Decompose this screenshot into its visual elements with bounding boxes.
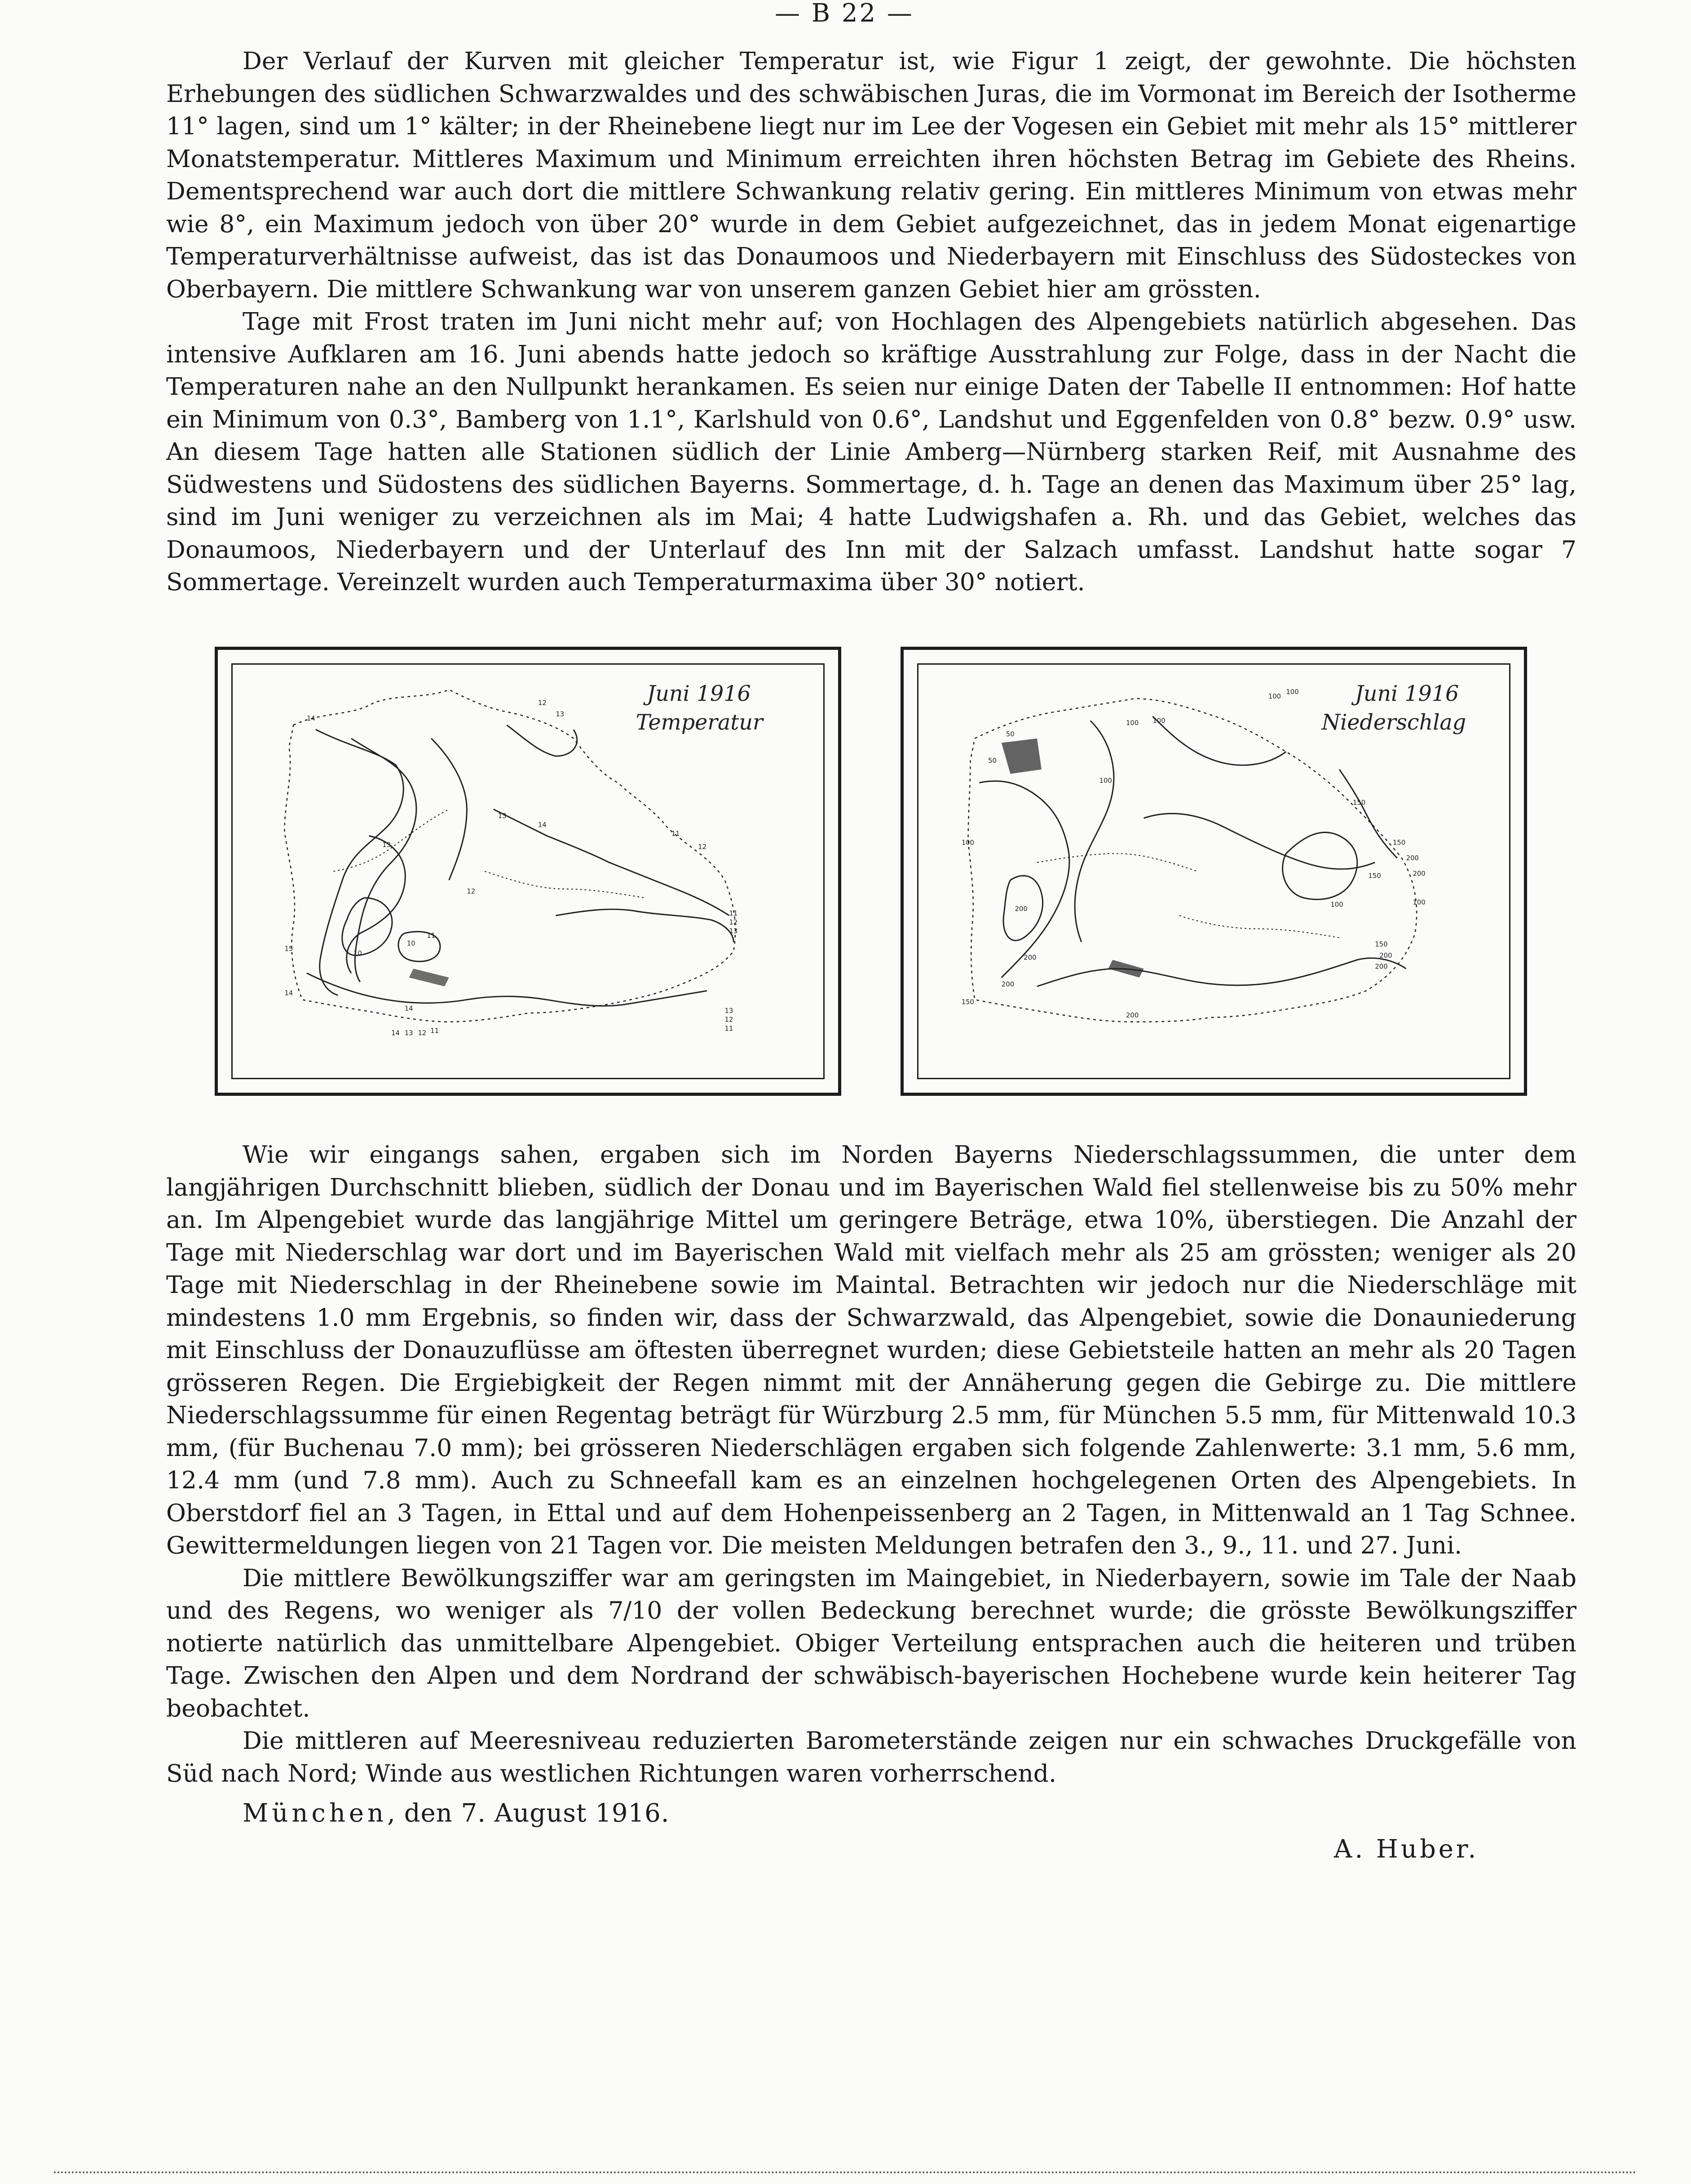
isotherm-label: 11 <box>427 931 436 940</box>
isotherm-label: 11 <box>729 909 738 918</box>
river <box>1037 854 1197 871</box>
isotherm <box>494 809 729 916</box>
isotherm-label: 14 <box>284 989 293 997</box>
hatched-area <box>1002 738 1042 774</box>
text-block-top <box>166 45 1576 599</box>
paragraph: Tage mit Frost traten im Juni nicht mehr auf; von Hochlagen des Alpengebiets natürlich abgesehen. Das intensive Aufklaren am 16. Juni abends hatte jedoch so kräftige Ausstrahlung zur Folge, dass in der Nacht die Temperaturen nahe an den Nullpunkt herankamen. Es seien nur einige Daten der Tabelle II entnommen: Hof hatte ein Minimum von 0.3°, Bamberg von 1.1°, Karlshuld von 0.6°, Landshut und Eggenfelden von 0.8° bezw. 0.9° usw. An diesem Tage hatten alle Stationen südlich der Linie Amberg—Nürnberg starken Reif, mit Ausnahme des Südwestens und Südostens des südlichen Bayerns. Sommertage, d. h. Tage an denen das Maximum über 25° lag, sind im Juni weniger zu verzeichnen als im Mai; 4 hatte Ludwigshafen a. Rh. und das Gebiet, welches das Donaumoos, Niederbayern und der Unterlauf des Inn mit der Salzach umfasst. Landshut hatte sogar 7 Sommertage. Vereinzelt wurden auch Temperaturmaxima über 30° notiert. <box>166 307 1576 596</box>
isotherm-label: 10 <box>353 949 362 957</box>
isohyet-label: 100 <box>961 838 975 847</box>
isotherm-label: 12 <box>467 887 476 896</box>
isotherm-label: 12 <box>418 1029 427 1037</box>
isohyet-label: 200 <box>1413 869 1426 878</box>
author: A. Huber. <box>1334 1835 1479 1864</box>
isotherm-label: 13 <box>724 1007 733 1015</box>
isohyet-label: 200 <box>1375 962 1388 971</box>
lake-hatch <box>409 969 449 986</box>
temperature-map-drawing <box>218 650 838 1093</box>
map-title-line1: Juni 1916 <box>1355 681 1459 706</box>
lake-hatch <box>1108 960 1144 977</box>
isotherm-label: 12 <box>729 918 738 927</box>
isotherm <box>556 909 733 942</box>
signoff-date: , den 7. August 1916. <box>387 1799 670 1828</box>
isohyet <box>1152 716 1286 765</box>
isohyet <box>1075 721 1114 942</box>
isotherm-label: 12 <box>538 699 547 707</box>
map-title-line2: Temperatur <box>636 710 763 735</box>
isotherm-label: 11 <box>671 830 680 838</box>
map-title-line2: Niederschlag <box>1321 710 1466 735</box>
isohyet-label: 100 <box>1413 898 1426 906</box>
precipitation-map <box>901 647 1527 1096</box>
isotherm-label: 10 <box>406 940 415 948</box>
isohyet <box>1144 813 1375 869</box>
isotherm-label: 14 <box>538 821 547 829</box>
scan-edge-line <box>54 2171 1637 2175</box>
river <box>1179 916 1339 938</box>
isohyet-label: 200 <box>1406 854 1419 862</box>
temperature-map <box>215 647 841 1096</box>
isohyet-label: 100 <box>1268 693 1281 701</box>
isohyet-label: 100 <box>1099 777 1112 785</box>
isohyet-label: 200 <box>1001 980 1015 988</box>
isohyet-label: 100 <box>1330 900 1343 909</box>
isohyet-label: 150 <box>1392 838 1406 847</box>
isotherm-label: 14 <box>404 1005 413 1013</box>
isotherm-label: 13 <box>382 841 391 849</box>
paragraph: Die mittlere Bewölkungsziffer war am geringsten im Maingebiet, in Niederbayern, sowie im Tale der Naab und des Regens, wo weniger als 7/10 der vollen Bedeckung berechnet wurde; die grösste Bewölkungsziffer notierte natürlich das unmittelbare Alpengebiet. Obiger Verteilung entsprachen auch die heiteren und trüben Tage. Zwischen den Alpen und dem Nordrand der schwäbisch-bayerischen Hochebene wurde kein heiterer Tag beobachtet. <box>166 1563 1576 1722</box>
isohyet-label: 50 <box>1006 730 1015 738</box>
isohyet-label: 200 <box>1024 954 1037 962</box>
isohyet-label: 100 <box>1126 719 1139 727</box>
isohyet <box>1339 769 1397 858</box>
isotherm-label: 14 <box>306 715 315 723</box>
isotherm-label: 12 <box>698 843 707 851</box>
isohyet-label: 200 <box>1015 905 1028 913</box>
map-title-line1: Juni 1916 <box>647 681 751 706</box>
isotherm-label: 13 <box>498 812 507 820</box>
isohyet-label: 200 <box>1126 1011 1139 1019</box>
isotherm <box>307 973 707 1006</box>
isotherm-label: 13 <box>729 927 738 935</box>
isotherm <box>342 898 392 955</box>
isohyet-label: 150 <box>1375 940 1388 949</box>
isohyet-label: 150 <box>961 998 975 1006</box>
isotherm-label: 13 <box>404 1029 413 1037</box>
page-number: — B 22 — <box>775 0 914 28</box>
river <box>485 871 645 898</box>
isotherm-label: 11 <box>724 1024 733 1032</box>
isohyet <box>979 781 1069 978</box>
isotherm-label: 14 <box>391 1029 400 1037</box>
isohyet-label: 200 <box>1379 952 1392 960</box>
isohyet <box>1283 832 1357 899</box>
isohyet-label: 150 <box>1368 872 1381 880</box>
isotherm-label: 15 <box>284 945 293 953</box>
isotherm-label: 13 <box>556 710 565 718</box>
paragraph: Wie wir eingangs sahen, ergaben sich im Norden Bayerns Niederschlagssummen, die unter dem langjährigen Durchschnitt blieben, südlich der Donau und im Bayerischen Wald fiel stellenweise bis zu 50% mehr an. Im Alpengebiet wurde das langjährige Mittel um geringere Beträge, etwa 10%, überstiegen. Die Anzahl der Tage mit Niederschlag war dort und im Bayerischen Wald mit vielfach mehr als 25 am grössten; weniger als 20 Tage mit Niederschlag in der Rheinebene sowie im Maintal. Betrachten wir jedoch nur die Niederschläge mit mindestens 1.0 mm Ergebnis, so finden wir, dass der Schwarzwald, das Alpengebiet, sowie die Donauniederung mit Einschluss der Donauzuflüsse am öftesten überregnet wurden; diese Gebietsteile hatten an mehr als 20 Tagen grösseren Regen. Die Ergiebigkeit der Regen nimmt mit der Annäherung gegen die Gebirge zu. Die mittlere Niederschlagssumme für einen Regentag beträgt für Würzburg 2.5 mm, für München 5.5 mm, für Mittenwald 10.3 mm, (für Buchenau 7.0 mm); bei grösseren Niederschlägen ergaben sich folgende Zahlenwerte: 3.1 mm, 5.6 mm, 12.4 mm (und 7.8 mm). Auch zu Schneefall kam es an einzelnen hochgelegenen Orten des Alpengebiets. In Oberstdorf fiel an 3 Tagen, in Ettal und auf dem Hohenpeissenberg an 2 Tagen, in Mittenwald an 1 Tag Schnee. Gewittermeldungen liegen von 21 Tagen vor. Die meisten Meldungen betrafen den 3., 9., 11. und 27. Juni. <box>166 1140 1576 1559</box>
isohyet <box>1037 958 1406 986</box>
signoff-place: München <box>243 1799 388 1828</box>
isotherm-label: 11 <box>430 1027 439 1035</box>
isotherm-label: 12 <box>724 1016 733 1024</box>
text-block-bottom <box>166 1138 1576 1790</box>
paragraph: Die mittleren auf Meeresniveau reduzierten Barometerstände zeigen nur ein schwaches Druckgefälle von Süd nach Nord; Winde aus westlichen Richtungen waren vorherrschend. <box>166 1726 1576 1787</box>
precipitation-map-drawing <box>904 650 1524 1093</box>
isohyet-label: 100 <box>1286 688 1299 696</box>
signoff <box>243 1799 670 1828</box>
paragraph: Der Verlauf der Kurven mit gleicher Temperatur ist, wie Figur 1 zeigt, der gewohnte. Die höchsten Erhebungen des südlichen Schwarzwaldes und des schwäbischen Juras, die im Vormonat im Bereich der Isotherme 11° lagen, sind um 1° kälter; in der Rheinebene liegt nur im Lee der Vogesen ein Gebiet mit mehr als 15° mittlerer Monatstemperatur. Mittleres Maximum und Minimum erreichten ihren höchsten Betrag im Gebiete des Rheins. Dementsprechend war auch dort die mittlere Schwankung relativ gering. Ein mittleres Minimum von etwas mehr wie 8°, ein Maximum jedoch von über 20° wurde in dem Gebiet aufgezeichnet, das in jedem Monat eigenartige Temperaturverhältnisse aufweist, das ist das Donaumoos und Niederbayern mit Einschluss des Südosteckes von Oberbayern. Die mittlere Schwankung war von unserem ganzen Gebiet hier am grössten. <box>166 47 1576 303</box>
isotherm <box>431 738 467 880</box>
isohyet-label: 150 <box>1352 799 1366 807</box>
isohyet-label: 50 <box>988 757 997 765</box>
isohyet-label: 100 <box>1152 717 1166 725</box>
isotherm <box>507 725 577 756</box>
